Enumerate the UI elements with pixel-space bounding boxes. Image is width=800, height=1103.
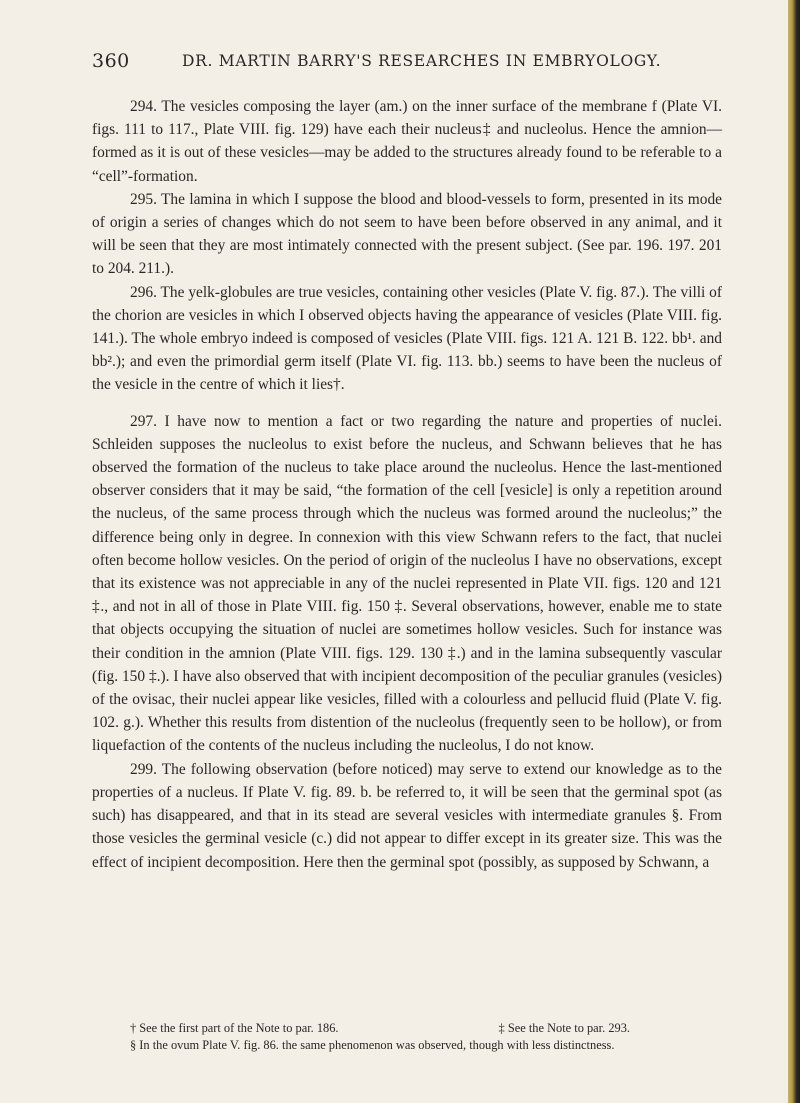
body-text (92, 95, 722, 874)
footnote-dagger: † See the first part of the Note to par. 186. (130, 1021, 339, 1035)
page-number: 360 (92, 50, 130, 72)
paragraph-299: 299. The following observation (before noticed) may serve to extend our knowledge as to the properties of a nucleus. If Plate V. fig. 89. b. be referred to, it will be seen that the germinal spot (as such) has disappeared, and that in its stead are several vesicles with intermediate granules §. From those vesicles the germinal vesicle (c.) did not appear to differ except in its greater size. This was the effect of incipient decomposition. Here then the germinal spot (possibly, as supposed by Schwann, a (92, 760, 722, 871)
running-title: DR. MARTIN BARRY'S RESEARCHES IN EMBRYOLOGY. (182, 52, 662, 70)
page-edge (788, 0, 800, 1103)
footnote-double-dagger: ‡ See the Note to par. 293. (498, 1021, 630, 1035)
footnote-section: § In the ovum Plate V. fig. 86. the same phenomenon was observed, though with less distinctness. (130, 1038, 615, 1052)
page-header (92, 50, 724, 80)
paragraph-297: 297. I have now to mention a fact or two regarding the nature and properties of nuclei. Schleiden supposes the nucleolus to exist before the nucleus, and Schwann believes that he has observed the formation of the nucleus to take place around the nucleolus. Hence the last-mentioned observer considers that it may be said, “the formation of the cell [vesicle] is only a repetition around the nucleus, of the same process through which the nucleus was formed around the nucleolus;” the difference being only in degree. In connexion with this view Schwann refers to the fact, that nuclei often become hollow vesicles. On the period of origin of the nucleolus I have no observations, except that its existence was not appreciable in any of the nuclei represented in Plate VII. figs. 120 and 121 ‡., and not in all of those in Plate VIII. fig. 150 ‡. Several observations, however, enable me to state that objects occupying the situation of nuclei are sometimes hollow vesicles. Such for instance was their condition in the amnion (Plate VIII. figs. 129. 130 ‡.) and in the lamina subsequently vascular (fig. 150 ‡.). I have also observed that with incipient decomposition of the peculiar granules (vesicles) of the ovisac, their nuclei appear like vesicles, filled with a colourless and pellucid fluid (Plate V. fig. 102. g.). Whether this results from distention of the nucleolus (frequently seen to be hollow), or from liquefaction of the contents of the nucleus including the nucleolus, I do not know. (92, 412, 722, 755)
paragraph-295: 295. The lamina in which I suppose the blood and blood-vessels to form, presented in its mode of origin a series of changes which do not seem to have been before observed in any animal, and it will be seen that they are most intimately connected with the present subject. (See par. 196. 197. 201 to 204. 211.). (92, 190, 722, 278)
footnote-row (92, 1020, 722, 1037)
paragraph-294: 294. The vesicles composing the layer (am.) on the inner surface of the membrane f (Plate VI. figs. 111 to 117., Plate VIII. fig. 129) have each their nucleus‡ and nucleolus. Hence the amnion—formed as it is out of these vesicles—may be added to the structures already found to be referable to a “cell”-formation. (92, 98, 722, 185)
footnotes (92, 1020, 722, 1054)
paragraph-296: 296. The yelk-globules are true vesicles, containing other vesicles (Plate V. fig. 87.). The villi of the chorion are vesicles in which I observed objects having the appearance of vesicles (Plate VIII. fig. 141.). The whole embryo indeed is composed of vesicles (Plate VIII. figs. 121 A. 121 B. 122. bb¹. and bb².); and even the primordial germ itself (Plate VI. fig. 113. bb.) seems to have been the nucleus of the vesicle in the centre of which it lies†. (92, 283, 722, 394)
